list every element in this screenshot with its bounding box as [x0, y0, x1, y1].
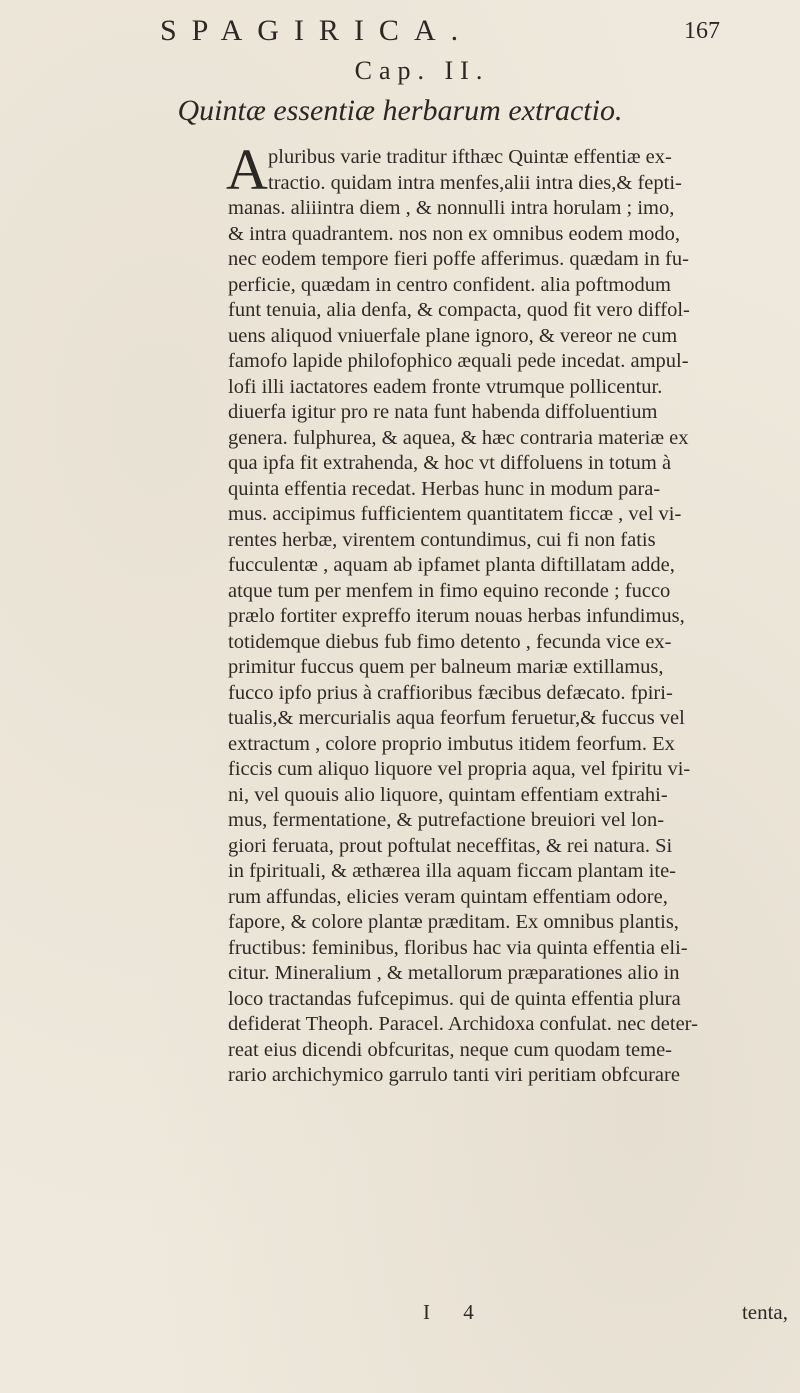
text-line: reat eius dicendi obfcuritas, neque cum quodam teme- [228, 1038, 673, 1061]
text-line: quinta effentia recedat. Herbas hunc in modum para- [228, 477, 661, 500]
text-line: ni, vel quouis alio liquore, quintam effentiam extrahi- [228, 783, 668, 806]
chapter-heading [0, 56, 800, 86]
text-line: extractum , colore proprio imbutus itidem feorfum. Ex [228, 732, 675, 755]
text-line: genera. fulphurea, & aquea, & hæc contraria materiæ ex [228, 426, 689, 449]
text-line: manas. aliiintra diem , & nonnulli intra horulam ; imo, [228, 197, 675, 219]
text-line: tractio. quidam intra menfes,alii intra dies,& fepti- [268, 171, 682, 194]
text-line: mus, fermentatione, & putrefactione breuiori vel lon- [228, 809, 665, 831]
text-line: pluribus varie traditur ifthæc Quintæ effentiæ ex- [268, 146, 672, 168]
body-text [226, 137, 798, 1089]
text-line: nec eodem tempore fieri poffe afferimus. quædam in fu- [228, 248, 689, 270]
text-line: rum affundas, elicies veram quintam effentiam odore, [228, 885, 668, 908]
signature-mark: I 4 [423, 1300, 488, 1324]
text-line: loco tractandas fufcepimus. qui de quinta effentia plura [228, 987, 681, 1010]
drop-cap: A [226, 137, 268, 202]
text-line: mus. accipimus fufficientem quantitatem ficcæ , vel vi- [228, 503, 682, 525]
text-line: lofi illi iactatores eadem fronte vtrumque pollicentur. [228, 375, 663, 398]
page-header [160, 14, 720, 54]
text-line: fapore, & colore plantæ præditam. Ex omnibus plantis, [228, 911, 679, 933]
text-line: funt tenuia, alia denfa, & compacta, quod fit vero diffol- [228, 299, 690, 321]
text-line: giori feruata, prout poftulat neceffitas, & rei natura. Si [228, 834, 673, 857]
text-line: qua ipfa fit extrahenda, & hoc vt diffoluens in totum à [228, 452, 672, 474]
section-title: Quintæ essentiæ herbarum extractio. [177, 94, 623, 127]
text-line: fucculentæ , aquam ab ipfamet planta diftillatam adde, [228, 554, 675, 576]
text-line: rentes herbæ, virentem contundimus, cui fi non fatis [228, 528, 656, 551]
text-line: citur. Mineralium , & metallorum præparationes alio in [228, 962, 680, 984]
running-head: SPAGIRICA. [160, 14, 474, 47]
page-number: 167 [684, 18, 720, 44]
text-line: primitur fuccus quem per balneum mariæ extillamus, [228, 656, 664, 678]
text-line: in fpirituali, & æthærea illa aquam ficcam plantam ite- [228, 860, 677, 882]
text-line: famofo lapide philofophico æquali pede incedat. ampul- [228, 350, 689, 372]
text-line: fructibus: feminibus, floribus hac via quinta effentia eli- [228, 936, 688, 959]
chapter-label: Cap. II. [354, 56, 490, 85]
text-line: atque tum per menfem in fimo equino reconde ; fucco [228, 579, 671, 602]
text-line: defiderat Theoph. Paracel. Archidoxa confulat. nec deter- [228, 1013, 698, 1035]
text-lines [228, 145, 798, 1089]
text-line: ficcis cum aliquo liquore vel propria aqua, vel fpiritu vi- [228, 758, 691, 780]
text-line: prælo fortiter expreffo iterum nouas herbas infundimus, [228, 605, 685, 627]
text-line: diuerfa igitur pro re nata funt habenda diffoluentium [228, 401, 658, 423]
text-line: rario archichymico garrulo tanti viri peritiam obfcurare [228, 1064, 680, 1086]
text-line: perficie, quædam in centro confident. alia poftmodum [228, 273, 671, 296]
text-line: fucco ipfo prius à craffioribus fæcibus defæcato. fpiri- [228, 681, 673, 704]
text-line: & intra quadrantem. nos non ex omnibus eodem modo, [228, 222, 681, 245]
text-line: uens aliquod vniuerfale plane ignoro, & vereor ne cum [228, 324, 678, 347]
page-footer [228, 1300, 798, 1330]
text-line: tualis,& mercurialis aqua feorfum feruetur,& fuccus vel [228, 707, 685, 729]
catchword: tenta, [741, 1300, 788, 1324]
text-line: totidemque diebus fub fimo detento , fecunda vice ex- [228, 630, 672, 653]
